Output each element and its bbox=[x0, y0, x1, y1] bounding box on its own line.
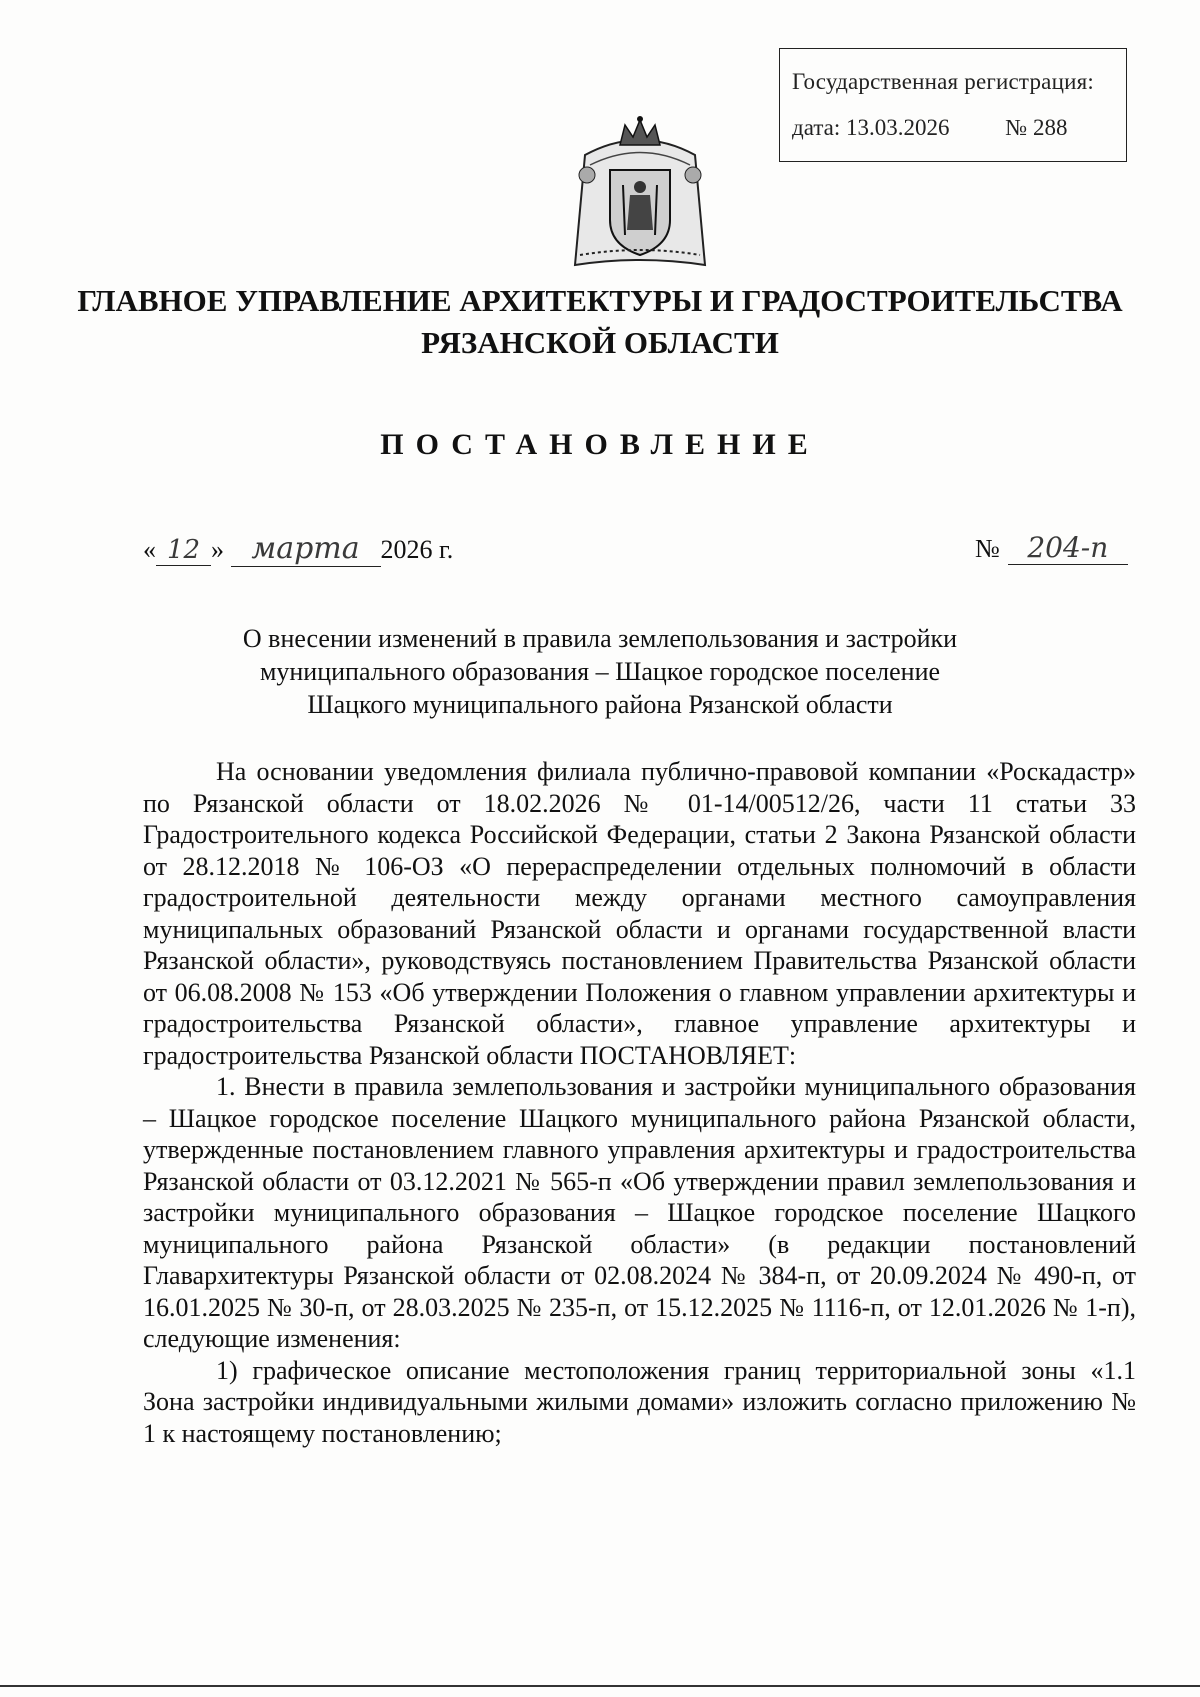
registration-number: № 288 bbox=[1005, 115, 1068, 140]
organization-title bbox=[0, 280, 1200, 364]
ryazan-coat-of-arms-icon bbox=[565, 115, 715, 275]
body-preamble: На основании уведомления филиала публично-правовой компании «Роскадастр» по Рязанской области от 18.02.2026 № 01-14/00512/26, части 11 статьи 33 Градостроительного кодекса Российской Федерации, статьи 2 Закона Рязанской области от 28.12.2018 № 106-ОЗ «О перераспределении отдельных полномочий в области градостроительной деятельности между органами местного самоуправления муниципальных образований Рязанской области и органами государственной власти Рязанской области», руководствуясь постановлением Правительства Рязанской области от 06.08.2008 № 153 «Об утверждении Положения о главном управлении архитектуры и градостроительства Рязанской области», главное управление архитектуры и градостроительства Рязанской области ПОСТАНОВЛЯЕТ: bbox=[143, 757, 1136, 1070]
subject-line3: Шацкого муниципального района Рязанской области bbox=[307, 690, 893, 719]
subject-line2: муниципального образования – Шацкое городское поселение bbox=[259, 657, 941, 686]
registration-date: дата: 13.03.2026 bbox=[792, 115, 950, 140]
document-date bbox=[143, 531, 453, 567]
date-open-quote: « bbox=[143, 535, 156, 564]
date-year: 2026 г. bbox=[380, 535, 454, 564]
document-subject bbox=[0, 622, 1200, 721]
body-subitem-1: 1) графическое описание местоположения границ территориальной зоны «1.1 Зона застройки индивидуальными жилыми домами» изложить согласно приложению № 1 к настоящему постановлению; bbox=[143, 1355, 1136, 1448]
date-close-quote: » bbox=[211, 535, 224, 564]
document-type: ПОСТАНОВЛЕНИЕ bbox=[380, 428, 820, 461]
date-month: марта bbox=[231, 531, 381, 567]
document-number bbox=[975, 531, 1128, 565]
registration-stamp bbox=[779, 48, 1127, 162]
document-body bbox=[143, 756, 1136, 1449]
document-number-value: 204-п bbox=[1008, 531, 1128, 565]
body-item-1: 1. Внести в правила землепользования и застройки муниципального образования – Шацкое городское поселение Шацкого муниципального района Рязанской области, утвержденные постановлением главного управления архитектуры и градостроительства Рязанской области от 03.12.2021 № 565-п «Об утверждении правил землепользования и застройки муниципального образования – Шацкое городское поселение Шацкого муниципального района Рязанской области» (в редакции постановлений Главархитектуры Рязанской области от 02.08.2024 № 384-п, от 20.09.2024 № 490-п, от 16.01.2025 № 30-п, от 28.03.2025 № 235-п, от 15.12.2025 № 1116-п, от 12.01.2026 № 1-п), следующие изменения: bbox=[143, 1072, 1136, 1353]
document-number-prefix: № bbox=[975, 534, 1000, 563]
organization-title-line1: ГЛАВНОЕ УПРАВЛЕНИЕ АРХИТЕКТУРЫ И ГРАДОСТРОИТЕЛЬСТВА bbox=[77, 283, 1123, 318]
page-bottom-rule bbox=[0, 1685, 1200, 1687]
subject-line1: О внесении изменений в правила землепользования и застройки bbox=[242, 624, 958, 653]
date-day: 12 bbox=[156, 535, 211, 566]
registration-title: Государственная регистрация: bbox=[792, 69, 1094, 94]
organization-title-line2: РЯЗАНСКОЙ ОБЛАСТИ bbox=[421, 325, 779, 360]
